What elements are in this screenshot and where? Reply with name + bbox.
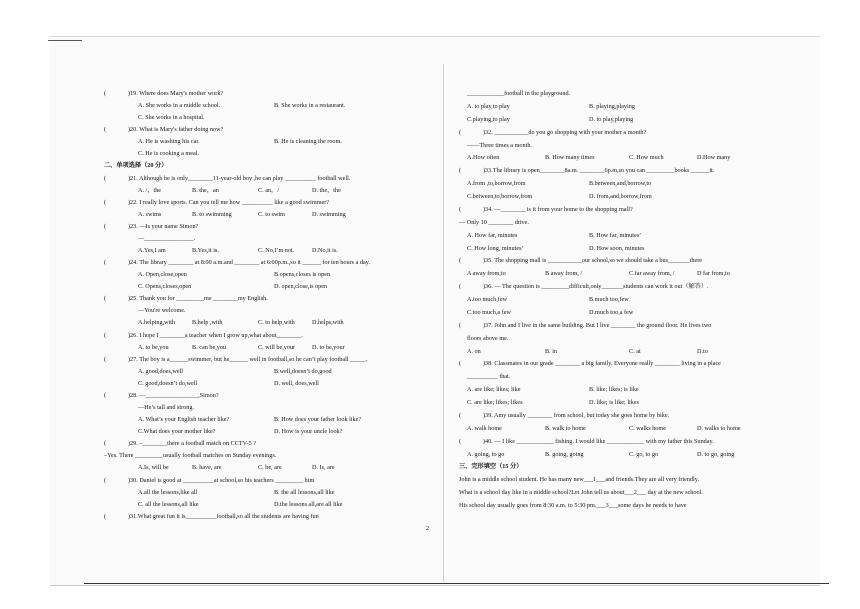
options-row	[459, 233, 777, 246]
option: A. good,does,well	[138, 367, 184, 375]
question-text: )33.The library is open________8a.m. ________6p.m,so you can _________books ______it.	[483, 167, 715, 175]
section-heading: 三、完形填空（15 分）	[459, 463, 523, 471]
option: B. can be,you	[192, 343, 227, 351]
option: C.What does your mother like?	[138, 428, 216, 436]
option: D. How is your uncle look?	[274, 428, 343, 436]
line-text: C. She works in a hospital.	[138, 114, 205, 122]
page-number: 2	[426, 526, 429, 532]
question-text: )26. I hope I ________a teacher when I grow up,what about________.	[128, 331, 303, 339]
answer-blank: (	[459, 257, 462, 265]
question-text: )21. Although he is only________11-year-old boy ,he can play __________ football well.	[128, 174, 351, 182]
option: A. He is washing his car.	[138, 138, 200, 146]
option: D.to	[697, 347, 708, 355]
answer-blank: (	[104, 295, 107, 303]
question-text: )32. ___________do you go shopping with your mother a month?	[483, 128, 647, 136]
option: D. Is, are	[312, 464, 335, 472]
option: C.far away from, /	[629, 270, 675, 278]
answer-blank: (	[459, 360, 462, 368]
question-text: )38. Classmates in our grade ________ a big family. Everyone really ________ living in a place	[483, 360, 721, 368]
options-row	[459, 426, 777, 439]
option: C. No,I’m not.	[258, 247, 295, 255]
question-text: )27. The boy is a______swimmer, but he______ well in football,so he can’t play football _____.	[128, 355, 368, 363]
option: B. the all lessons,all like	[274, 488, 335, 496]
page-fold-line	[443, 64, 444, 582]
option: D. walks to home	[697, 424, 741, 432]
option: B. like; likes; is like	[589, 386, 639, 394]
option: B. She works in a restaurant.	[274, 102, 346, 110]
option: D. from,and,borrow,from	[589, 193, 652, 200]
option: D far from,to	[697, 270, 730, 278]
question-row	[459, 130, 777, 143]
answer-blank: (	[104, 259, 107, 267]
question-row	[459, 207, 777, 220]
option: C. at	[629, 347, 641, 355]
option: C. walks home	[629, 424, 666, 432]
option: C. all the lessons,all like	[138, 500, 199, 508]
option: C.too much,a few	[467, 308, 511, 316]
option: A.Is, will be	[138, 464, 169, 472]
line-text: —He’s tall and strong.	[138, 404, 195, 412]
section-title	[104, 163, 434, 175]
answer-blank: (	[104, 476, 107, 484]
answer-blank: (	[104, 512, 107, 520]
text-line	[459, 91, 777, 104]
line-text: — Only 10 ________ drive.	[459, 218, 529, 226]
answer-blank: (	[459, 167, 462, 175]
option: A. What’s your English teacher like?	[138, 416, 230, 424]
option: B. to swimming	[192, 210, 232, 218]
question-text: )39. Amy usually ________ from school, but today she goes home by bike.	[483, 411, 670, 419]
line-text: __________ that.	[467, 373, 511, 381]
option: C. good,doesn’t do,well	[138, 379, 198, 387]
option: A. are like; likes; like	[467, 386, 521, 394]
question-text: )29. –________there a football match on CCTV-5 ?	[128, 440, 256, 448]
option: B.help ,with	[192, 319, 223, 327]
option: A.helping,with	[138, 319, 176, 327]
right-column	[459, 91, 777, 516]
option: D. to go, going	[697, 450, 735, 458]
option: C. to help,with	[258, 319, 295, 327]
question-text: )30. Daniel is good at __________at school,so his teachers _________ him	[128, 476, 315, 484]
option: B. the，an	[192, 186, 219, 194]
option: C. are like; likes; likes	[467, 399, 523, 406]
options-row	[459, 297, 777, 310]
option: B. How many times	[545, 154, 595, 162]
answer-blank: (	[459, 283, 462, 291]
option: D.much too,a few	[589, 308, 634, 316]
option: C. go, to go	[629, 450, 659, 458]
answer-blank: (	[459, 437, 462, 445]
answer-blank: (	[459, 205, 462, 213]
answer-blank: (	[104, 126, 107, 134]
option: C. How long, minutes’	[467, 244, 524, 252]
question-row	[104, 357, 434, 369]
option: A away from,to	[467, 270, 506, 278]
answer-blank: (	[104, 174, 107, 182]
option: B.Yes,it is.	[192, 247, 219, 255]
question-text: )35. The shopping mall is ___________our school,so we should take a bus_______there	[483, 257, 703, 265]
option: B. How does your father look like?	[274, 416, 362, 424]
option: B away from, /	[545, 270, 583, 278]
option: D. How soon, minutes	[589, 244, 645, 252]
options-row	[104, 320, 434, 332]
question-row	[459, 413, 777, 426]
answer-blank: (	[104, 331, 107, 339]
answer-blank: (	[104, 440, 107, 448]
question-text: )40. — I like ____________ fishing. I would like ____________ with my father this Sunday.	[483, 437, 714, 445]
option: D. to play,playing	[589, 115, 634, 123]
text-line	[459, 220, 777, 233]
question-text: )31.What great fun it is__________football,so all the students are having fun	[128, 512, 319, 520]
option: B. have, are	[192, 464, 222, 472]
text-line	[459, 336, 777, 349]
line-text: –Yes. There _________usually football matches on Sunday evenings.	[104, 452, 277, 460]
option: D.No,it is.	[312, 247, 338, 255]
question-row	[104, 514, 434, 526]
top-dash-mark	[48, 40, 82, 41]
options-row	[459, 310, 777, 323]
option: B. How far, minutes’	[589, 231, 642, 239]
answer-blank: (	[104, 355, 107, 363]
options-row	[459, 400, 777, 413]
option: D. swimming	[312, 210, 346, 218]
question-row	[104, 478, 434, 490]
line-text: ——Three times a month.	[467, 141, 532, 149]
question-text: )22. I really love sports. Can you tell me how __________ like a good swimmer?	[128, 198, 330, 206]
options-row	[104, 188, 434, 200]
answer-blank: (	[104, 222, 107, 230]
options-row	[104, 502, 434, 514]
option: A.Yes,I am	[138, 247, 166, 255]
option: A.too much,few	[467, 296, 508, 303]
question-row	[104, 200, 434, 212]
option: B.opens,closes is open	[274, 271, 331, 279]
options-row	[104, 345, 434, 357]
question-text: )23. —Is your name Simon?	[128, 222, 199, 230]
options-row	[104, 490, 434, 502]
question-text: )24. The library ________ at 8:00 a.m.and ________ at 6:00p.m.,so it ______ for ten hours a day.	[128, 259, 370, 267]
left-column	[104, 91, 434, 526]
question-text: )19. Where does Mary's mother work?	[128, 90, 224, 97]
option: A.How often	[467, 154, 500, 162]
option: A. to be,you	[138, 343, 169, 351]
passage-text: John is a middle school student. He has many new___1___and friends.They are all very friendly.	[459, 476, 699, 484]
option: B.much too,few	[589, 296, 629, 303]
question-row	[459, 323, 777, 336]
option: C. to swim	[258, 210, 285, 218]
answer-blank: (	[459, 411, 462, 419]
question-text: )34. —________ is it from your home to the shopping mall?	[483, 205, 633, 213]
bottom-rule	[84, 583, 829, 584]
option: A.from ,to,borrow,from	[467, 180, 526, 188]
line-text: —________________.	[138, 234, 196, 242]
option: C.between,to,borrow,from	[467, 193, 533, 200]
line-text: —You're welcome.	[138, 307, 186, 315]
option: C.playing,to play	[467, 115, 510, 123]
option: B. in	[545, 347, 558, 355]
question-text: )20. What is Mary's father doing now?	[128, 126, 224, 134]
line-text: C. He is cooking a meal.	[138, 150, 200, 158]
option: B. He is cleaning the room.	[274, 138, 342, 146]
answer-blank: (	[104, 90, 107, 97]
option: A.all the lessons,like all	[138, 488, 198, 496]
option: A. going, to go	[467, 450, 505, 458]
question-row	[104, 333, 434, 345]
option: A. on	[467, 347, 481, 355]
line-text: ____________football in the playground.	[467, 90, 571, 97]
option: A. walk home	[467, 424, 502, 432]
option: D.helps,with	[312, 319, 344, 327]
option: D. to be,your	[312, 343, 345, 351]
passage-text: What is a school day like in a middle school?Let John tell us about___2___ day at the new school.	[459, 489, 703, 497]
options-row	[459, 104, 777, 117]
option: D. well, does,well	[274, 379, 319, 387]
option: B.between,and,borrow,to	[589, 180, 652, 188]
option: C. Opens,closes,open	[138, 283, 192, 291]
option: C. How much	[629, 154, 664, 162]
line-text: floors above me.	[467, 334, 509, 342]
option: A. to play,to play	[467, 102, 510, 110]
answer-blank: (	[104, 391, 107, 399]
answer-blank: (	[459, 321, 462, 329]
option: C. be, are	[258, 464, 282, 472]
question-text: )25. Thank you for _________me ________my English.	[128, 295, 268, 303]
option: A. swims	[138, 210, 162, 218]
passage-line	[459, 503, 777, 516]
answer-blank: (	[459, 128, 462, 136]
option: C. will be,your	[258, 343, 296, 351]
options-row	[104, 465, 434, 477]
option: B. playing,playing	[589, 102, 635, 110]
options-row	[459, 117, 777, 130]
question-row	[104, 176, 434, 188]
option: B. walk to home	[545, 424, 586, 432]
section-heading: 二、单项选择（20 分）	[104, 162, 168, 170]
option: D. the，the	[312, 186, 341, 194]
option: D.the lessons all,are all like	[274, 500, 343, 508]
option: A. Open,close,open	[138, 271, 187, 279]
question-text: )37. John and I live in the same building. But I live ________ the ground floor. He lives two	[483, 321, 712, 329]
option: A. She works in a middle school.	[138, 102, 221, 110]
option: D. like; is like; likes	[589, 399, 640, 406]
option: D.How many	[697, 154, 731, 162]
option: D. open,close,is open	[274, 283, 328, 291]
option: C. an，/	[258, 186, 279, 194]
question-text: )28. —_________________,Simon?	[128, 391, 219, 399]
question-row	[459, 439, 777, 452]
option: B. going, going	[545, 450, 584, 458]
options-row	[459, 194, 777, 207]
option: A. How far, minutes	[467, 231, 518, 239]
option: A. /，the	[138, 186, 162, 194]
question-text: )36. — The question is _________difficult,only_______students can work it out（解答）.	[483, 283, 709, 291]
option: B.well,doesn’t do,good	[274, 367, 332, 375]
answer-blank: (	[104, 198, 107, 206]
passage-text: His school day usually goes from 8:30 a.m. to 5:30 pm.___3___some days he needs to have	[459, 502, 687, 509]
